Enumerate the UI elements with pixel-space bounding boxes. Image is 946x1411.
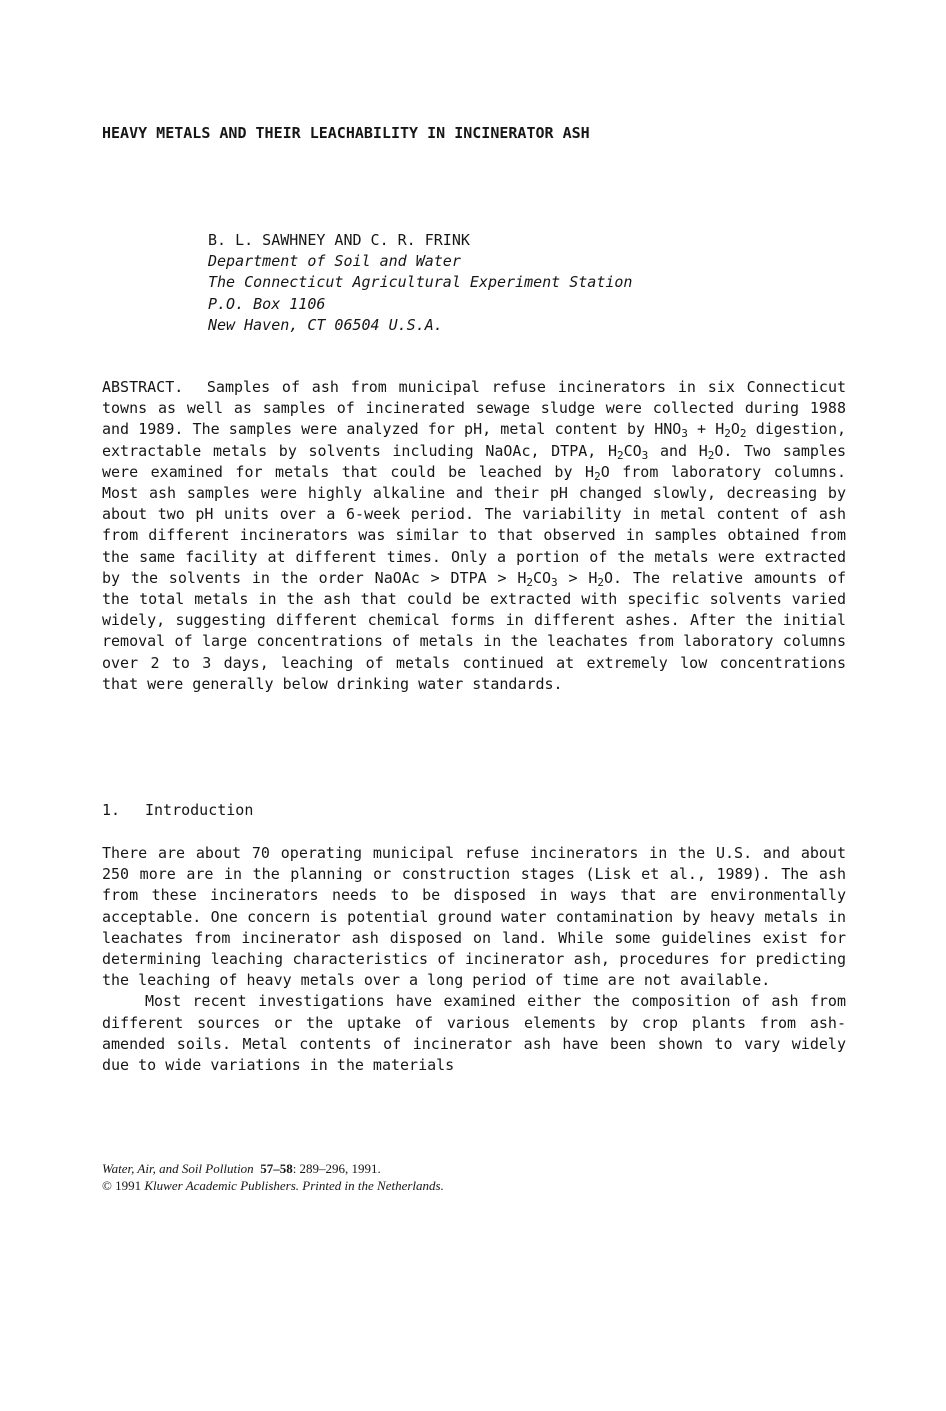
author-city: New Haven, CT 06504 U.S.A. xyxy=(208,315,443,334)
author-names: B. L. SAWHNEY AND C. R. FRINK xyxy=(208,231,470,249)
abstract-text-3: Two samples were examined for metals that could be leached by xyxy=(102,441,846,481)
chem-h2o: $H_2O$. xyxy=(588,568,623,589)
abstract-label: ABSTRACT. xyxy=(102,378,184,396)
intro-paragraph-2: Most recent investigations have examined either the composition of ash from different sources or the uptake of various elements by crop plants from ash-amended soils. Metal contents of incinerator ash have been shown to vary widely due to wide variations in the materials xyxy=(102,992,846,1075)
chem-h2co3: $H_2CO_3$ xyxy=(517,568,558,589)
abstract-text-5: The relative amounts of the total metals in the ash that could be extracted with specific solvents varied widely, suggesting different chemical forms in different ashes. After the initial removal of large concentrations of metals in the leachates from laboratory columns over 2 to 3 days, leaching of metals continued at extremely low concentrations that were generally below drinking water standards. xyxy=(102,568,846,693)
abstract-text-4: from laboratory columns. Most ash samples were highly alkaline and their pH changed slowly, decreasing by about two pH units over a 6-week period. The variability in metal content of ash from different incinerators was similar to that observed in samples obtained from the same facility at different times. Only a portion of the metals were extracted by the solvents in the order NaOAc > DTPA > xyxy=(102,462,846,587)
paper-title: HEAVY METALS AND THEIR LEACHABILITY IN INCINERATOR ASH xyxy=(102,124,590,142)
abstract: ABSTRACT. Samples of ash from municipal refuse incinerators in six Connecticut towns as well as samples of incinerated sewage sludge were collected during 1988 and 1989. The samples were analyzed for pH, metal content by $HNO_3 + H_2O_2$ digestion, extractable metals by solvents including NaOAc, DTPA, $H_2CO_3$ and $H_2O$. Two samples were examined for metals that could be leached by $H_2O$ from laboratory columns. Most ash samples were highly alkaline and their pH changed slowly, decreasing by about two pH units over a 6-week period. The variability in metal content of ash from different incinerators was similar to that observed in samples obtained from the same facility at different times. Only a portion of the metals were extracted by the solvents in the order NaOAc > DTPA > $H_2CO_3 > H_2O$. The relative amounts of the total metals in the ash that could be extracted with specific solvents varied widely, suggesting different chemical forms in different ashes. After the initial removal of large concentrations of metals in the leachates from laboratory columns over 2 to 3 days, leaching of metals continued at extremely low concentrations that were generally below drinking water standards. xyxy=(102,378,847,693)
chem-h2o2: $H_2O_2$ xyxy=(715,420,747,441)
chem-h2co3: $H_2CO_3$ xyxy=(607,441,649,462)
copyright-line: © 1991 Kluwer Academic Publishers. Printed in the Netherlands. xyxy=(102,1178,444,1193)
abstract-text-1: Samples of ash from municipal refuse incinerators in six Connecticut towns as well as samples of incinerated sewage sludge were collected during 1988 and 1989. The samples were analyzed for pH, metal content by xyxy=(102,378,847,439)
section-title: Introduction xyxy=(145,801,254,819)
section-number: 1. xyxy=(102,801,121,819)
intro-paragraph-1: There are about 70 operating municipal refuse incinerators in the U.S. and about 250 more are in the planning or construction stages (Lisk et al., 1989). The ash from these incinerators needs to be disposed in ways that are environmentally acceptable. One concern is potential ground water contamination by heavy metals in leachates from incinerator ash disposed on land. While some guidelines exist for determining leaching characteristics of incinerator ash, procedures for predicting the leaching of heavy metals over a long period of time are not available. xyxy=(102,844,846,990)
abstract-text-2: digestion, extractable metals by solvents including NaOAc, DTPA, xyxy=(102,420,847,460)
introduction-body xyxy=(102,843,846,1076)
chem-hno3: $HNO_3$ xyxy=(654,420,688,441)
journal-citation: Water, Air, and Soil Pollution 57–58: 289–296, 1991. xyxy=(102,1161,381,1176)
author-institution: The Connecticut Agricultural Experiment Station xyxy=(208,273,633,292)
author-department: Department of Soil and Water xyxy=(208,252,461,271)
section-heading xyxy=(102,800,253,821)
citation-footer xyxy=(102,1160,444,1194)
author-block xyxy=(208,230,632,336)
author-po-box: P.O. Box 1106 xyxy=(208,294,326,313)
chem-h2o: $H_2O$. xyxy=(698,441,733,462)
chem-h2o: $H_2O$ xyxy=(585,462,610,483)
